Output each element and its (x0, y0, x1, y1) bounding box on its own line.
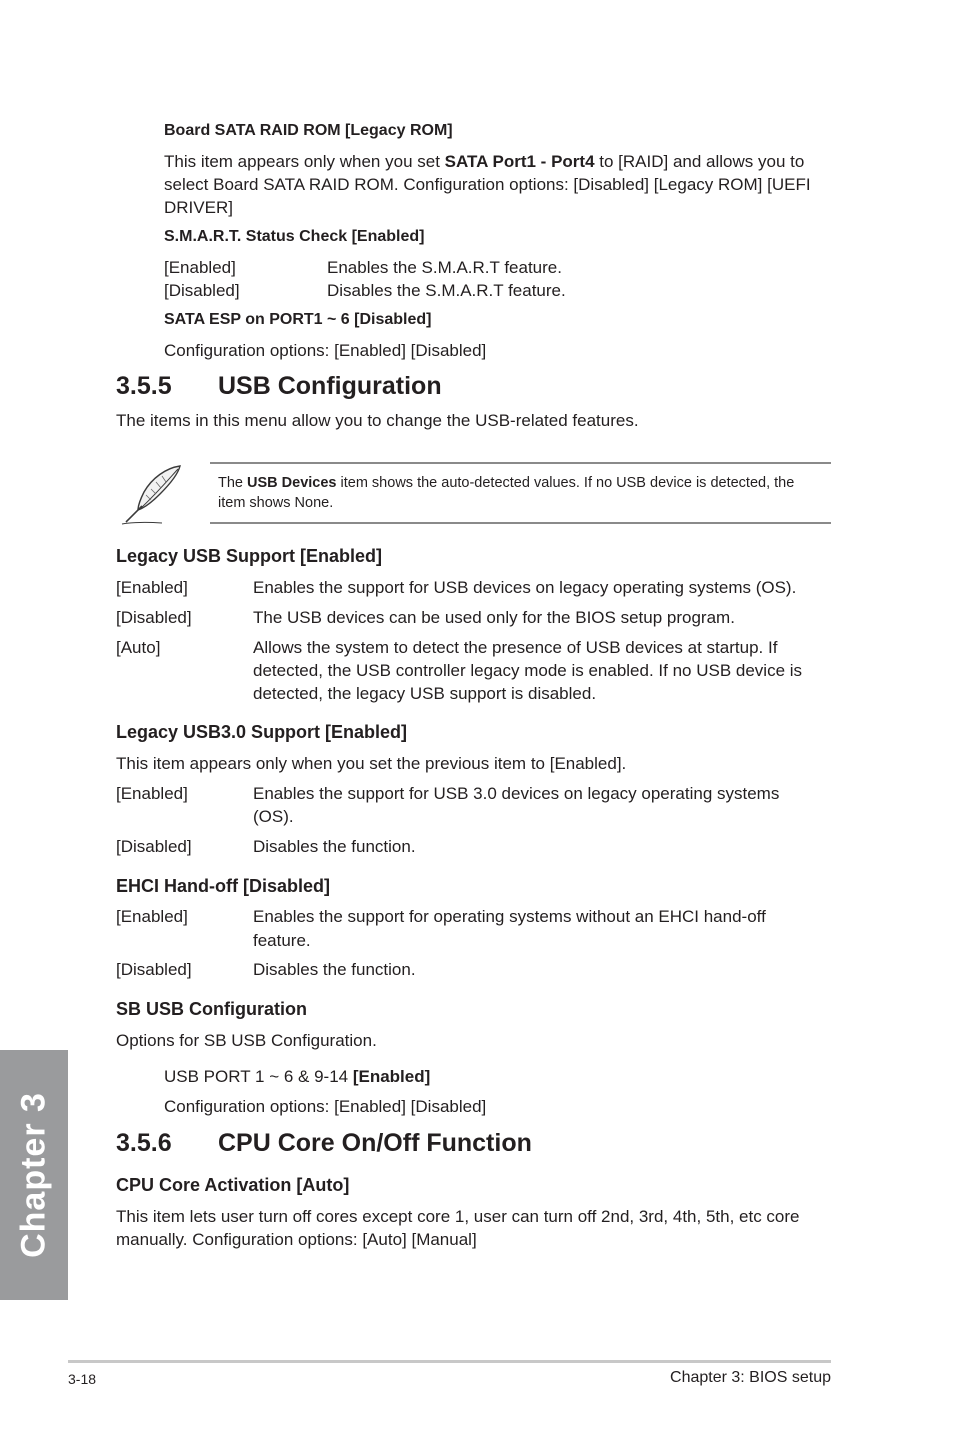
smart-option-enabled: [Enabled] (164, 258, 236, 277)
sb-usb-intro: Options for SB USB Configuration. (116, 1031, 377, 1050)
sb-usb-configuration-heading: SB USB Configuration (116, 999, 307, 1019)
board-sata-raid-rom-heading: Board SATA RAID ROM [Legacy ROM] (164, 122, 453, 139)
legacy-usb-desc-auto-line2: detected, the USB controller legacy mode is enabled. If no USB device is (253, 661, 803, 680)
note-top-divider (210, 462, 831, 464)
sata-esp-options: Configuration options: [Enabled] [Disabled] (164, 341, 487, 360)
section-heading-cpu-core-onoff: 3.5.6 CPU Core On/Off Function (116, 1129, 532, 1157)
sb-usb-port-item: USB PORT 1 ~ 6 & 9-14 [Enabled] (164, 1067, 431, 1086)
quill-pen-icon (118, 462, 190, 528)
smart-desc-disabled: Disables the S.M.A.R.T feature. (327, 281, 566, 300)
legacy-usb-option-disabled: [Disabled] (116, 608, 192, 627)
chapter-tab-label: Chapter 3 (14, 1092, 53, 1258)
legacy-usb3-option-disabled: [Disabled] (116, 837, 192, 856)
note-bottom-divider (210, 522, 831, 524)
smart-desc-enabled: Enables the S.M.A.R.T feature. (327, 258, 562, 277)
legacy-usb-desc-auto-line1: Allows the system to detect the presence of USB devices at startup. If (253, 638, 778, 657)
sata-esp-heading: SATA ESP on PORT1 ~ 6 [Disabled] (164, 311, 432, 328)
section-heading-usb-configuration: 3.5.5 USB Configuration (116, 372, 442, 400)
board-sata-desc-line1: This item appears only when you set SATA Port1 - Port4 to [RAID] and allows you to (164, 152, 805, 171)
ehci-desc-enabled-line2: feature. (253, 931, 311, 950)
legacy-usb3-intro: This item appears only when you set the previous item to [Enabled]. (116, 754, 627, 773)
legacy-usb3-desc-enabled-line2: (OS). (253, 807, 294, 826)
board-sata-desc-line3: DRIVER] (164, 198, 233, 217)
chapter-side-tab (0, 1050, 68, 1300)
cpu-core-activation-heading: CPU Core Activation [Auto] (116, 1175, 350, 1195)
usb-section-intro: The items in this menu allow you to change the USB-related features. (116, 411, 639, 430)
legacy-usb3-support-heading: Legacy USB3.0 Support [Enabled] (116, 722, 408, 742)
legacy-usb-option-enabled: [Enabled] (116, 578, 188, 597)
ehci-option-enabled: [Enabled] (116, 907, 188, 926)
legacy-usb3-desc-disabled: Disables the function. (253, 837, 416, 856)
footer-page-number: 3-18 (68, 1371, 97, 1387)
footer-chapter-title: Chapter 3: BIOS setup (670, 1369, 831, 1386)
note-text-line1: The USB Devices item shows the auto-detected values. If no USB device is detected, the (218, 475, 795, 491)
legacy-usb-desc-auto-line3: detected, the legacy USB support is disabled. (253, 684, 597, 703)
note-text-line2: item shows None. (218, 495, 334, 511)
board-sata-desc-line2: select Board SATA RAID ROM. Configuration options: [Disabled] [Legacy ROM] [UEFI (164, 175, 811, 194)
ehci-handoff-heading: EHCI Hand-off [Disabled] (116, 876, 330, 896)
legacy-usb3-desc-enabled-line1: Enables the support for USB 3.0 devices on legacy operating systems (253, 784, 780, 803)
footer-divider (68, 1360, 831, 1363)
legacy-usb-support-heading: Legacy USB Support [Enabled] (116, 546, 383, 566)
cpu-core-activation-desc-line1: This item lets user turn off cores except core 1, user can turn off 2nd, 3rd, 4th, 5th, etc core (116, 1207, 800, 1226)
ehci-option-disabled: [Disabled] (116, 960, 192, 979)
smart-option-disabled: [Disabled] (164, 281, 240, 300)
legacy-usb-option-auto: [Auto] (116, 638, 161, 657)
smart-status-heading: S.M.A.R.T. Status Check [Enabled] (164, 228, 425, 245)
ehci-desc-disabled: Disables the function. (253, 960, 416, 979)
cpu-core-activation-desc-line2: manually. Configuration options: [Auto] [Manual] (116, 1230, 477, 1249)
legacy-usb-desc-enabled: Enables the support for USB devices on legacy operating systems (OS). (253, 578, 797, 597)
ehci-desc-enabled-line1: Enables the support for operating systems without an EHCI hand-off (253, 907, 766, 926)
legacy-usb3-option-enabled: [Enabled] (116, 784, 188, 803)
sb-usb-port-options: Configuration options: [Enabled] [Disabled] (164, 1097, 487, 1116)
legacy-usb-desc-disabled: The USB devices can be used only for the BIOS setup program. (253, 608, 735, 627)
